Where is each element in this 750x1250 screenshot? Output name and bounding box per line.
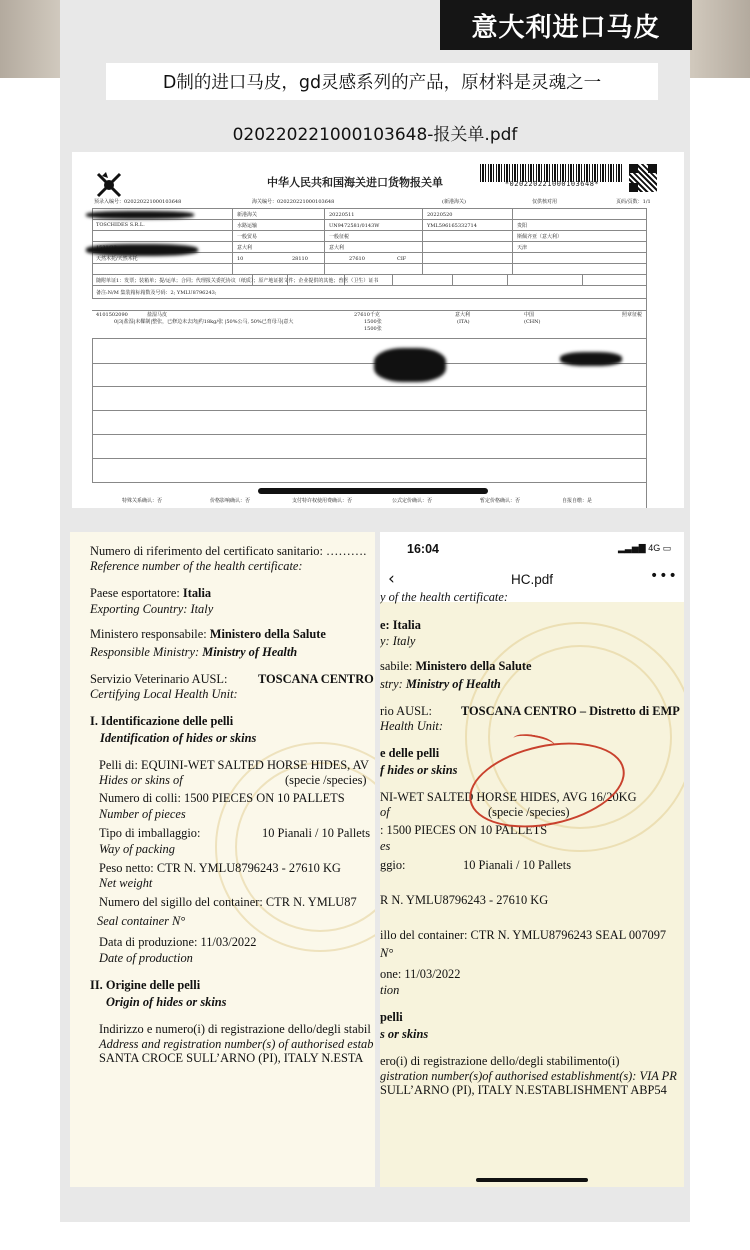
section-origin: II. Origine delle pelli <box>90 978 201 992</box>
ministry-label: sabile: <box>380 659 416 673</box>
item-quantity: 27610千克 <box>354 312 380 318</box>
country-label: Paese esportatore: <box>90 586 183 600</box>
packing-value: 10 Pianali / 10 Pallets <box>262 826 371 840</box>
customs-office: (新港海关) <box>442 199 466 205</box>
marks-remarks: 备注:N/M 集装箱标箱数及号码：2; YMLU8796243; <box>96 290 217 296</box>
pieces-value: : 1500 PIECES ON 10 PALLETS <box>380 823 548 837</box>
consignee: TOSCHIDES S.R.L. <box>96 222 145 228</box>
country-label-en: Exporting Country: Italy <box>90 602 214 616</box>
ministry-label: Ministero responsabile: <box>90 627 210 641</box>
hides-of-label-en: of <box>380 805 390 819</box>
section-identification: I. Identificazione delle pelli <box>90 714 234 728</box>
seal-label-en: Seal container N° <box>97 914 186 928</box>
address-value: SULL’ARNO (PI), ITALY N.ESTABLISHMENT ABP54 <box>380 1083 667 1097</box>
supervision-mode: 一般贸易 <box>237 234 258 240</box>
address-label: Indirizzo e numero(i) di registrazione dello/degli stabil <box>99 1022 371 1036</box>
entry-customs: 新港海关 <box>237 212 258 218</box>
seal-label-en: N° <box>380 946 394 960</box>
cert-ref-label: Numero di riferimento del certificato sanitario: ………. <box>90 544 367 558</box>
footer-price: 价格影响确认：否 <box>210 498 251 504</box>
item-code: 4101502090 <box>96 312 128 318</box>
origin-country: 意大利 <box>329 245 345 251</box>
section-identification-en: Identification of hides or skins <box>100 731 257 745</box>
pieces-label-en: Number of pieces <box>99 807 186 821</box>
redaction-mark <box>258 488 488 494</box>
pieces-value: Numero di colli: 1500 PIECES ON 10 PALLETS <box>99 791 345 805</box>
attached-documents: 随附单证1：发票；装箱单；提/运单；合同；代理报关委托协议（纸质）；原产地证据文件；企业提供的其他；兽医（卫生）证书 <box>96 278 379 284</box>
ministry-value-en: Ministry of Health <box>202 645 298 659</box>
footer-royalty: 支付特许权使用费确认：否 <box>292 498 353 504</box>
cert-ref-label-en: Reference number of the health certificate: <box>90 559 303 573</box>
footer-special: 特殊关系确认：否 <box>122 498 163 504</box>
entry-port: 天津 <box>517 245 528 251</box>
cert-ref-label-en: y of the health certificate: <box>380 590 508 604</box>
section-origin-en: Origin of hides or skins <box>106 995 227 1009</box>
item-destination-code: (CHN) <box>524 319 541 325</box>
vet-service-label-en: Certifying Local Health Unit: <box>90 687 238 701</box>
section-identification-en: f hides or skins <box>380 763 458 777</box>
net-weight-value: R N. YMLU8796243 - 27610 KG <box>380 893 549 907</box>
purpose-note: 仅供核对用 <box>532 199 558 205</box>
packing-value: 10 Pianali / 10 Pallets <box>463 858 572 872</box>
item-origin-code: (ITA) <box>457 319 470 325</box>
item-name: 盐湿马皮 <box>147 312 168 318</box>
qr-code <box>629 164 657 192</box>
vet-service-label-en: Health Unit: <box>380 719 443 733</box>
species-label: (specie /species) <box>488 805 570 819</box>
production-date: Data di produzione: 11/03/2022 <box>99 935 257 949</box>
production-date: one: 11/03/2022 <box>380 967 461 981</box>
address-value: SANTA CROCE SULL’ARNO (PI), ITALY N.ESTA <box>99 1051 364 1065</box>
declare-date: 20220520 <box>427 212 453 218</box>
ministry-label-en: stry: <box>380 677 406 691</box>
address-label: ero(i) di registrazione dello/degli stabilimento(i) <box>380 1054 620 1068</box>
redaction-mark <box>374 348 446 382</box>
redaction-mark <box>560 352 622 366</box>
page-count: 页码/页数：1/1 <box>616 199 651 205</box>
packaging-type: 天然木托/天然木托 <box>96 256 138 262</box>
bl-number: YML596165332714 <box>427 223 477 229</box>
transport-mode: 水路运输 <box>237 223 258 229</box>
country-value: Italia <box>182 586 212 600</box>
species-label: (specie /species) <box>285 773 367 787</box>
item-origin: 意大利 <box>455 312 471 318</box>
phone-screenshot <box>380 532 684 1187</box>
pdf-filename: 020220221000103648-报关单.pdf <box>232 125 518 145</box>
redaction-mark <box>86 244 198 256</box>
status-time: 16:04 <box>407 542 439 556</box>
country-value: e: Italia <box>380 618 421 632</box>
hides-of-value: NI-WET SALTED HORSE HIDES, AVG 16/20KG <box>380 790 637 804</box>
status-network <box>618 543 671 554</box>
home-indicator[interactable] <box>476 1178 588 1182</box>
address-label-en: Address and registration number(s) of authorised estab <box>99 1037 374 1051</box>
ministry-value: Ministero della Salute <box>209 627 326 641</box>
ministry-label-en: Responsible Ministry: <box>90 645 203 659</box>
item-destination: 中国 <box>524 312 535 318</box>
packing-label-en: Way of packing <box>99 842 175 856</box>
more-options-icon[interactable]: ••• <box>650 568 678 584</box>
vet-service-value: TOSCANA CENTRO <box>258 672 374 686</box>
vet-service-label: Servizio Veterinario AUSL: <box>90 672 228 686</box>
import-date: 20220511 <box>329 212 355 218</box>
deal-mode: CIF <box>397 256 407 262</box>
item-description: 0|3|盐湿|未鞣制|整张，已修边未去肉|约18kg/张 |50%公马, 50%已育母马|意大 <box>114 319 294 325</box>
vet-service-value: TOSCANA CENTRO – Distretto di EMP <box>461 704 680 718</box>
battery-icon: ▭ <box>662 543 672 553</box>
item-units-legal: 1500张 <box>364 326 382 332</box>
back-icon[interactable]: ‹ <box>388 569 395 589</box>
net-weight-value: Peso netto: CTR N. YMLU8796243 - 27610 KG <box>99 861 341 875</box>
ministry-value: Ministero della Salute <box>415 659 532 673</box>
section-origin: pelli <box>380 1010 403 1024</box>
signal-icon: ▂▃▅▇ <box>618 543 646 553</box>
net-weight: 27610 <box>349 256 365 262</box>
footer-formula: 公式定价确认：否 <box>392 498 433 504</box>
footer-self-declared: 自报自缴：是 <box>562 498 593 504</box>
title-badge: 意大利进口马皮 <box>440 0 692 50</box>
seal-value: Numero del sigillo del container: CTR N. YMLU87 <box>99 895 357 909</box>
packing-label: Tipo di imballaggio: <box>99 826 201 840</box>
packing-label: ggio: <box>380 858 406 872</box>
section-identification: e delle pelli <box>380 746 440 760</box>
customs-emblem-icon <box>94 170 124 200</box>
vet-service-label: rio AUSL: <box>380 704 432 718</box>
hides-of-label-en: Hides or skins of <box>99 773 183 787</box>
ministry-value-en: Ministry of Health <box>405 677 501 691</box>
footer-provisional: 暂定价格确认：否 <box>480 498 521 504</box>
address-label-en: gistration number(s)of authorised establishment(s): VIA PR <box>380 1069 677 1083</box>
item-units: 1500张 <box>364 319 382 325</box>
production-date-en: tion <box>380 983 400 997</box>
net-weight-label-en: Net weight <box>99 876 153 890</box>
redaction-mark <box>86 211 194 219</box>
customs-number: 海关编号：020220221000103648 <box>252 199 335 205</box>
package-count: 10 <box>237 256 244 262</box>
goods-location: 贵阳 <box>517 223 528 229</box>
tax-nature: 一般征税 <box>329 234 350 240</box>
network-label: 4G <box>648 543 661 553</box>
customs-declaration <box>72 152 684 508</box>
gross-weight: 28110 <box>292 256 308 262</box>
section-origin-en: s or skins <box>380 1027 429 1041</box>
caption-box: D制的进口马皮，gd灵感系列的产品，原材料是灵魂之一 <box>106 63 658 100</box>
trade-country: 意大利 <box>237 245 253 251</box>
document-title: HC.pdf <box>510 572 554 587</box>
country-label-en: y: Italy <box>380 634 416 648</box>
pre-record-number: 预录入编号：020220221000103648 <box>94 199 182 205</box>
departure-port: 斯佩齐亚（意大利） <box>517 234 563 240</box>
hides-of-value: Pelli di: EQUINI-WET SALTED HORSE HIDES, AV <box>99 758 369 772</box>
transport-no: UN9472581/0143W <box>329 223 380 229</box>
health-certificate-left <box>70 532 375 1187</box>
production-date-en: Date of production <box>99 951 193 965</box>
barcode-text: *020220221000103648* <box>504 180 600 188</box>
pieces-label-en: es <box>380 839 391 853</box>
seal-value: illo del container: CTR N. YMLU8796243 SEAL 007097 <box>380 928 667 942</box>
item-tax-mode: 照章征税 <box>622 312 643 318</box>
declaration-title: 中华人民共和国海关进口货物报关单 <box>267 176 443 189</box>
